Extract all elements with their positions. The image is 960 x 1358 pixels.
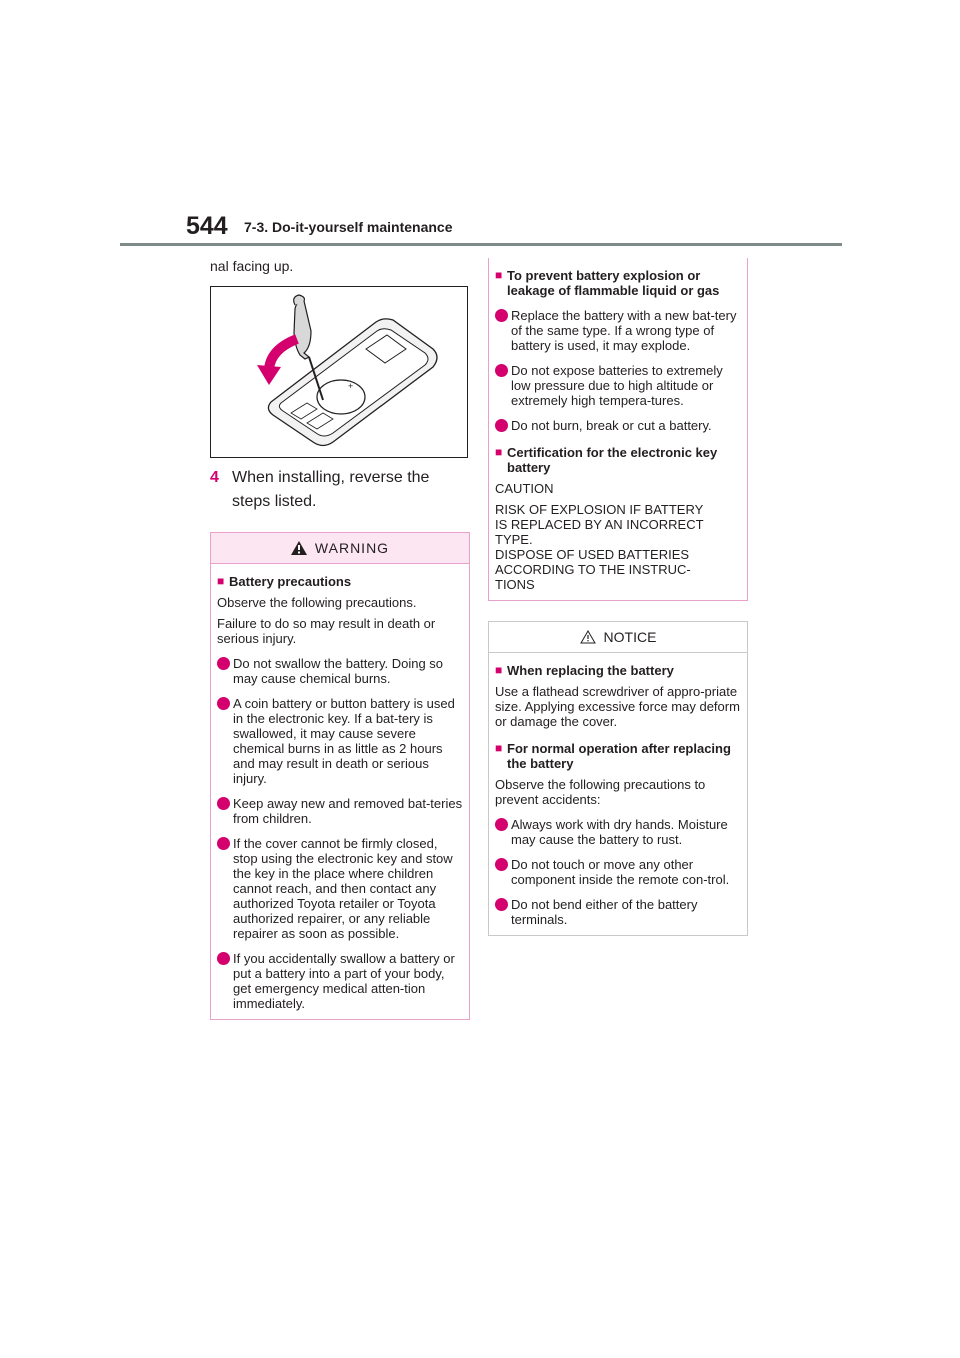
normal-operation-heading [495, 741, 741, 771]
intro-text: nal facing up. [210, 258, 294, 274]
bullet-text: If you accidentally swallow a battery or put a battery into a part of your body, get emergency medical atten-tion immediately. [233, 951, 455, 1011]
screwdriver-battery-drawing [211, 287, 467, 457]
bullet-dot-icon [217, 697, 230, 710]
subhead-text: For normal operation after replacing the battery [507, 741, 731, 771]
list-item [217, 656, 463, 686]
step-4 [210, 466, 470, 514]
step-text: When installing, reverse the steps listed. [232, 469, 430, 510]
subhead-text: Certification for the electronic key battery [507, 445, 718, 475]
list-item [495, 817, 741, 847]
subhead-text: Battery precautions [229, 574, 352, 589]
square-bullet-icon: ■ [495, 445, 503, 459]
bullet-dot-icon [217, 657, 230, 670]
list-item [217, 951, 463, 1011]
square-bullet-icon: ■ [495, 268, 503, 282]
bullet-dot-icon [495, 309, 508, 322]
list-item [217, 696, 463, 786]
list-item [217, 796, 463, 826]
bullet-dot-icon [217, 952, 230, 965]
bullet-dot-icon [495, 858, 508, 871]
paragraph: Failure to do so may result in death or serious injury. [217, 616, 436, 646]
warning-panel-continued [488, 258, 748, 601]
right-column [488, 258, 750, 936]
bullet-dot-icon [217, 837, 230, 850]
battery-precautions-heading [217, 574, 463, 589]
subhead-text: When replacing the battery [507, 663, 674, 678]
bullet-text: Do not bend either of the battery terminals. [511, 897, 698, 927]
square-bullet-icon: ■ [495, 741, 503, 755]
list-item [495, 308, 741, 353]
bullet-text: Keep away new and removed bat-teries from children. [233, 796, 463, 826]
notice-title: NOTICE [603, 629, 657, 645]
warning-header [211, 533, 469, 564]
paragraph: Observe the following precautions to prevent accidents: [495, 777, 706, 807]
section-title: 7-3. Do-it-yourself maintenance [244, 219, 453, 235]
bullet-text: Do not expose batteries to extremely low pressure due to high altitude or extremely high tempera-tures. [511, 363, 723, 408]
replacing-heading [495, 663, 741, 678]
warning-panel [210, 532, 470, 1020]
list-item [495, 897, 741, 927]
caution-label: CAUTION [495, 481, 554, 496]
paragraph: Observe the following precautions. [217, 595, 417, 610]
key-battery-illustration [210, 286, 468, 458]
header-rule [120, 243, 842, 246]
paragraph: Use a flathead screwdriver of appro-priate size. Applying excessive force may deform or damage the cover. [495, 684, 740, 729]
bullet-dot-icon [217, 797, 230, 810]
notice-triangle-icon [580, 630, 596, 644]
bullet-text: Do not burn, break or cut a battery. [511, 418, 712, 433]
list-item [495, 363, 741, 408]
svg-text:+: + [348, 381, 354, 391]
bullet-dot-icon [495, 818, 508, 831]
bullet-dot-icon [495, 419, 508, 432]
bullet-text: If the cover cannot be firmly closed, stop using the electronic key and stow the key in the place where children cannot reach, and then contact any authorized Toyota retailer or Toyota authorized repairer, or any reliable repairer as soon as possible. [233, 836, 453, 941]
bullet-dot-icon [495, 898, 508, 911]
left-column [210, 258, 470, 1020]
warning-title: WARNING [314, 540, 390, 556]
list-item [495, 857, 741, 887]
bullet-text: Replace the battery with a new bat-tery of the same type. If a wrong type of battery is used, it may explode. [511, 308, 737, 353]
bullet-text: Always work with dry hands. Moisture may cause the battery to rust. [511, 817, 728, 847]
notice-panel [488, 621, 748, 936]
list-item [217, 836, 463, 941]
bullet-text: Do not swallow the battery. Doing so may cause chemical burns. [233, 656, 444, 686]
certification-heading [495, 445, 741, 475]
bullet-text: A coin battery or button battery is used in the electronic key. If a bat-tery is swallowed, it may cause severe chemical burns in as little as 2 hours and may result in death or serious injury. [233, 696, 455, 786]
bullet-text: Do not touch or move any other component inside the remote con-trol. [511, 857, 730, 887]
page-number: 544 [186, 212, 228, 240]
notice-header [489, 622, 747, 653]
warning-triangle-icon [291, 541, 307, 555]
bullet-dot-icon [495, 364, 508, 377]
square-bullet-icon: ■ [217, 574, 225, 588]
square-bullet-icon: ■ [495, 663, 503, 677]
caution-text: RISK OF EXPLOSION IF BATTERY IS REPLACED BY AN INCORRECT TYPE. DISPOSE OF USED BATTERIES ACCORDING TO THE INSTRUC- TIONS [495, 502, 704, 592]
subhead-text: To prevent battery explosion or leakage of flammable liquid or gas [507, 268, 720, 298]
step-number: 4 [210, 469, 219, 486]
list-item [495, 418, 741, 433]
explosion-heading [495, 268, 741, 298]
